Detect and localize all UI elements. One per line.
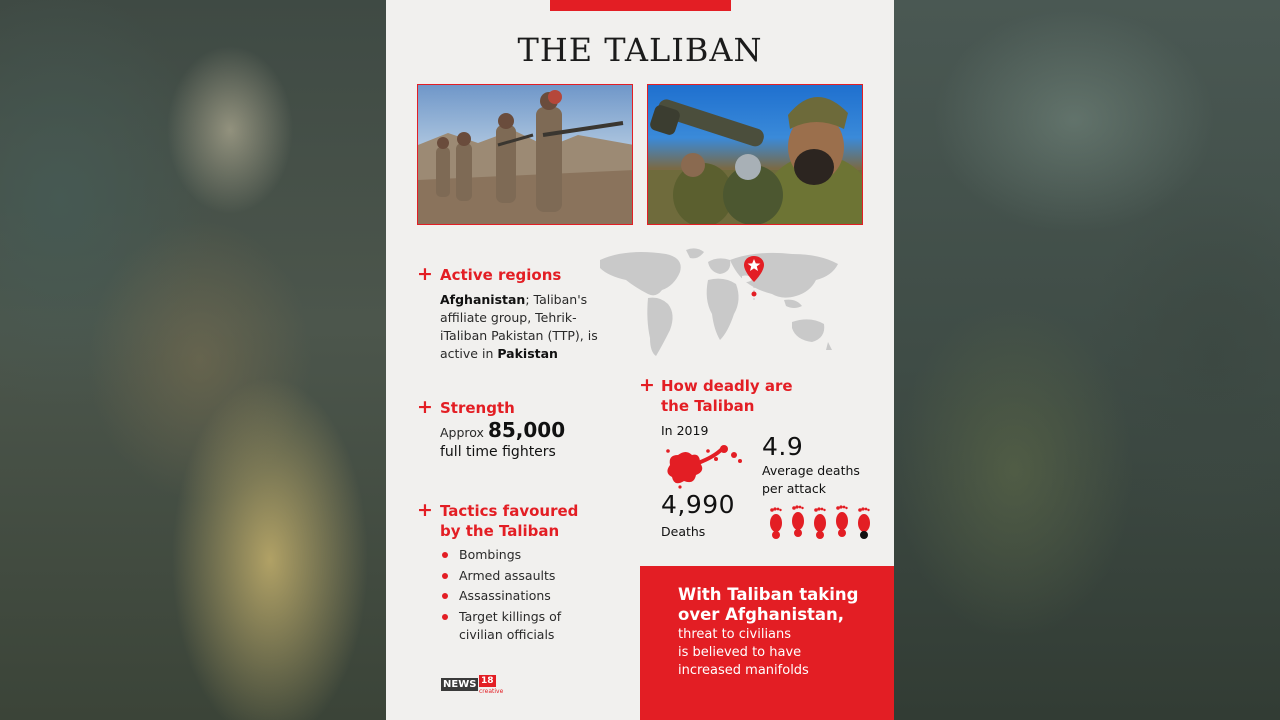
tactics-list bbox=[440, 546, 620, 646]
list-item: Target killings of civilian officials bbox=[440, 608, 579, 644]
logo-creative-text: creative bbox=[479, 688, 504, 695]
bloody-footprint-icon bbox=[814, 507, 826, 539]
poster-title: THE TALIBAN bbox=[517, 31, 763, 69]
logo-number: 18 bbox=[481, 676, 494, 686]
deadly-title-line1: How deadly are bbox=[661, 377, 793, 395]
plus-icon: + bbox=[417, 499, 433, 521]
blurred-background-right bbox=[894, 0, 1280, 720]
callout-body bbox=[678, 626, 878, 680]
plus-icon: + bbox=[417, 396, 433, 418]
strength-suffix: full time fighters bbox=[440, 444, 556, 460]
average-deaths-label-line2: per attack bbox=[762, 481, 826, 496]
plus-icon: + bbox=[639, 374, 655, 396]
list-item: Assassinations bbox=[440, 587, 620, 605]
average-deaths-label-line1: Average deaths bbox=[762, 463, 860, 478]
active-regions-text bbox=[440, 291, 600, 363]
photo-fighters-walking bbox=[417, 84, 633, 225]
strength-title: Strength bbox=[440, 399, 515, 417]
bloody-footprints-row bbox=[766, 504, 874, 540]
strength-text bbox=[440, 418, 640, 442]
bloody-footprint-icon bbox=[792, 505, 804, 537]
logo-news-text: NEWS bbox=[443, 679, 477, 690]
blood-splatter-icon bbox=[664, 441, 744, 489]
infographic-poster bbox=[386, 0, 894, 720]
news18-logo bbox=[441, 675, 504, 699]
blurred-background-left bbox=[0, 0, 386, 720]
deaths-label: Deaths bbox=[661, 524, 706, 539]
callout-body-line2: is believed to have bbox=[678, 645, 802, 660]
list-item: Bombings bbox=[440, 546, 620, 564]
strength-prefix: Approx bbox=[440, 425, 484, 440]
deaths-number: 4,990 bbox=[661, 490, 736, 519]
callout-headline-line1: With Taliban taking bbox=[678, 585, 859, 604]
tactics-title-line2: by the Taliban bbox=[440, 522, 560, 540]
photo-fighter-with-rpg bbox=[647, 84, 863, 225]
callout-body-line3: increased manifolds bbox=[678, 663, 809, 678]
bloody-footprint-icon bbox=[836, 505, 848, 537]
photo-rpg-illustration bbox=[648, 85, 863, 225]
country-afghanistan: Afghanistan bbox=[440, 292, 526, 307]
active-regions-body: ; Taliban's affiliate group, Tehrik-iTaliban Pakistan (TTP), is active in bbox=[440, 292, 598, 361]
list-item: Armed assaults bbox=[440, 567, 620, 585]
active-regions-title: Active regions bbox=[440, 266, 562, 284]
average-deaths-number: 4.9 bbox=[762, 432, 804, 461]
callout-headline bbox=[678, 585, 878, 625]
year-label: In 2019 bbox=[661, 423, 709, 438]
strength-number: 85,000 bbox=[487, 418, 566, 442]
bloody-footprint-icon bbox=[858, 507, 870, 539]
plus-icon: + bbox=[417, 263, 433, 285]
deadly-title-line2: the Taliban bbox=[661, 397, 755, 415]
callout-body-line1: threat to civilians bbox=[678, 627, 792, 642]
callout-box bbox=[640, 566, 894, 720]
top-accent-bar bbox=[550, 0, 731, 11]
bloody-footprint-icon bbox=[770, 507, 782, 539]
callout-headline-line2: over Afghanistan, bbox=[678, 605, 845, 624]
map-pin-star-icon bbox=[742, 254, 766, 310]
world-map bbox=[596, 246, 844, 360]
tactics-title-line1: Tactics favoured bbox=[440, 502, 579, 520]
photo-fighters-illustration bbox=[418, 85, 633, 225]
country-pakistan: Pakistan bbox=[497, 346, 558, 361]
